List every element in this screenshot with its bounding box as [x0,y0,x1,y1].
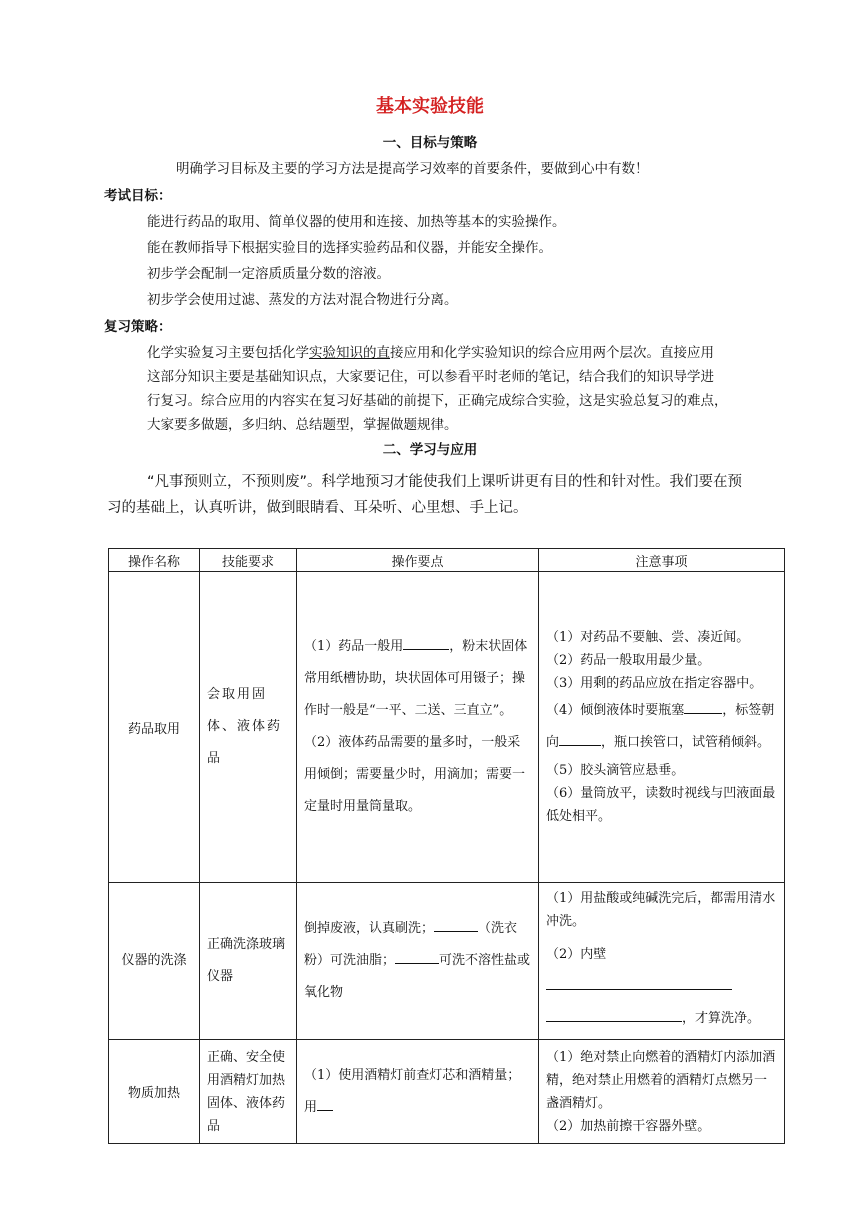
fill-blank [684,699,722,714]
note-item: （3）用剩的药品应放在指定容器中。 [546,676,763,691]
strategy-text: 接应用和化学实验知识的综合应用两个层次。直接应用 [390,345,714,361]
goal-item: 初步学会配制一定溶质质量分数的溶液。 [147,266,390,282]
note-item: （1）对药品不要触、尝、凑近闻。 [546,630,750,645]
notes-cell [539,883,785,1040]
table-header-cell: 注意事项 [539,549,785,572]
goal-item: 初步学会使用过滤、蒸发的方法对混合物进行分离。 [147,292,458,308]
points-cell [297,883,539,1040]
notes-cell [539,1040,785,1144]
section-2-paragraph-line: “凡事预则立，不预则废”。科学地预习才能使我们上课听讲更有目的性和针对性。我们要在预 [147,474,743,490]
table-row [109,883,785,1040]
point-text: （洗衣粉）可洗油脂； [304,921,518,968]
skill-cell: 正确洗涤玻璃仪器 [200,883,297,1040]
note-item [546,695,777,759]
fill-blank [395,949,439,964]
note-item: （1）绝对禁止向燃着的酒精灯内添加酒精，绝对禁止用燃着的酒精灯点燃另一盏酒精灯。 [546,1049,776,1111]
section-2-paragraph-line: 习的基础上，认真听讲，做到眼睛看、耳朵听、心里想、手上记。 [107,500,528,516]
section-2-heading: 二、学习与应用 [382,442,478,458]
notes-cell [539,572,785,883]
point-item: （2）液体药品需要的量多时，一般采用倾倒；需要量少时，用滴加；需要一定量时用量筒量取。 [304,735,526,814]
note-text: ，标签朝向 [546,703,775,750]
points-cell [297,1040,539,1144]
fill-blank [403,635,449,650]
point-item [304,631,531,727]
strategy-line: 大家要多做题，多归纳、总结题型，掌握做题规律。 [147,417,458,433]
fill-blank [546,1007,682,1022]
point-text: （1）使用酒精灯前查灯芯和酒精量；用 [304,1067,521,1115]
note-item: （2）药品一般取用最少量。 [546,653,711,668]
strategy-label: 复习策略： [104,319,172,335]
operation-name-cell: 物质加热 [109,1040,200,1144]
skill-cell: 正确、安全使用酒精灯加热固体、液体药品 [200,1040,297,1144]
strategy-line: 这部分知识主要是基础知识点，大家要记住，可以参看平时老师的笔记，结合我们的知识导学进 [147,369,714,385]
note-text: ，瓶口挨管口，试管稍倾斜。 [601,735,771,750]
section-1-heading: 一、目标与策略 [382,135,478,151]
document-title: 基本实验技能 [376,96,484,117]
fill-blank [317,1096,333,1111]
operation-name-cell: 药品取用 [109,572,200,883]
note-item: （6）量筒放平，读数时视线与凹液面最低处相平。 [546,786,776,824]
note-item: （2）加热前擦干容器外壁。 [546,1118,711,1134]
table-header-cell: 技能要求 [200,549,297,572]
section-1-intro: 明确学习目标及主要的学习方法是提高学习效率的首要条件，要做到心中有数！ [176,161,649,177]
table-header-cell: 操作要点 [297,549,539,572]
operations-table [108,548,785,1144]
strategy-text: 化学实验复习主要包括化学 [147,345,309,361]
goal-item: 能在教师指导下根据实验目的选择实验药品和仪器，并能安全操作。 [147,240,552,256]
skill-cell: 会取用固体、液体药品 [200,572,297,883]
operation-name-cell: 仪器的洗涤 [109,883,200,1040]
note-item [546,939,777,1035]
table-header-row [109,549,785,572]
fill-blank [434,917,478,932]
table-header-cell: 操作名称 [109,549,200,572]
strategy-line [147,341,714,361]
note-text: ，才算洗净。 [682,1011,761,1026]
point-text: ，粉末状固体常用纸槽协助，块状固体可用镊子；操作时一般是“一平、二送、三直立”。 [304,639,528,718]
strategy-underlined-text: 实验知识的直 [309,345,390,361]
table-row [109,1040,785,1144]
table-row [109,572,785,883]
fill-blank [559,731,601,746]
points-cell [297,572,539,883]
point-text: 可洗不溶性盐或氧化物 [304,953,531,1000]
note-item: （1）用盐酸或纯碱洗完后，都需用清水冲洗。 [546,891,776,929]
note-item: （5）胶头滴管应悬垂。 [546,763,685,778]
strategy-line: 行复习。综合应用的内容实在复习好基础的前提下，正确完成综合实验，这是实验总复习的难点， [147,393,728,409]
goal-item: 能进行药品的取用、简单仪器的使用和连接、加热等基本的实验操作。 [147,214,566,230]
fill-blank [546,975,732,990]
point-text: （1）药品一般用 [304,639,404,654]
note-text: （2）内壁 [546,947,607,962]
note-text: （4）倾倒液体时要瓶塞 [546,703,685,718]
goals-label: 考试目标： [104,188,172,204]
point-text: 倒掉废液，认真刷洗； [304,921,435,936]
